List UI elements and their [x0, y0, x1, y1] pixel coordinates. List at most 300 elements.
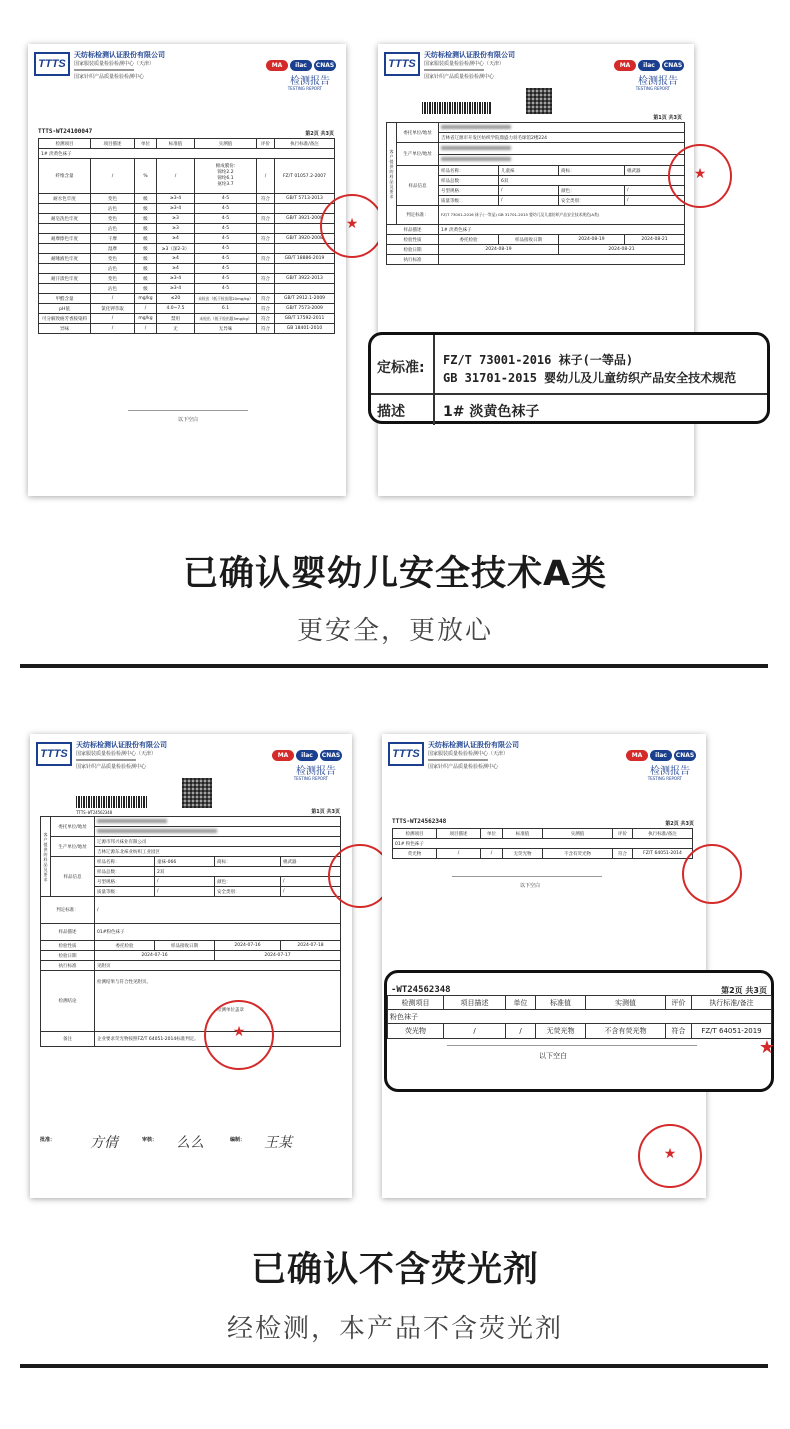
sample-row: [393, 839, 693, 849]
cell: GB/T 5713-2013: [275, 194, 335, 204]
zoom-desc-label: 描述: [377, 404, 405, 420]
table-body: [39, 194, 335, 334]
desc-label: 样品描述: [41, 924, 95, 941]
report-title: 检测报告: [650, 766, 690, 777]
compile-label: 编制：: [230, 1137, 246, 1143]
cell: 禁用: [157, 314, 195, 324]
cell: 级: [135, 204, 157, 214]
cell: 级: [135, 214, 157, 224]
review-label: 审核：: [142, 1137, 158, 1143]
cell: 4-5: [195, 254, 257, 264]
org-sub-line: [74, 69, 134, 71]
header-cell: 评价: [257, 139, 275, 149]
cell: 不含有荧光物: [586, 1024, 666, 1039]
zoom-line2: GB 31701-2015 婴幼儿及儿童纺织产品安全技术规范: [443, 371, 737, 385]
cell: ≥4: [157, 264, 195, 274]
zoom-report-id: -WT24562348: [391, 985, 451, 995]
sample-info-row: [41, 857, 341, 867]
field-label: 质量等级：: [95, 887, 155, 897]
stamp-star: ★: [693, 166, 707, 182]
cell: 4-5: [195, 224, 257, 234]
zoom-callout: [384, 970, 774, 1092]
table-row: [39, 284, 335, 294]
table-row: [39, 224, 335, 234]
cell: GB/T 3921-2008: [275, 214, 335, 224]
report-header: [388, 740, 700, 784]
ilac-mark: ilac: [290, 60, 312, 71]
table-row: [39, 214, 335, 224]
ma-mark: MA: [272, 750, 294, 761]
report-title: 检测报告: [290, 76, 330, 87]
cell: 荧光物: [393, 849, 437, 859]
cert-marks: [264, 52, 336, 71]
info-table: [40, 816, 341, 1047]
zoom-desc-value: 1# 淡黄色袜子: [443, 404, 540, 420]
report-subtitle: TESTING REPORT: [287, 86, 322, 91]
exec-value: 见附页: [95, 961, 341, 971]
official-stamp: [668, 144, 732, 208]
section1-rule: [20, 664, 768, 668]
ttts-logo: TTTS: [384, 52, 420, 76]
cell: 4-5: [195, 214, 257, 224]
std-value: FZ/T 73001-2016 袜子(一等品) GB 31701-2015 婴幼儿及儿童纺织产品安全技术规范(A类): [439, 206, 685, 225]
sample-row: [388, 1010, 772, 1024]
conclusion-text: 检测结果与符合性见附页。: [97, 980, 151, 985]
cell: 耐摩擦色牢度: [39, 234, 91, 244]
cell: 4-5: [195, 204, 257, 214]
cell: /: [91, 159, 135, 194]
cell: GB/T 3920-2008: [275, 234, 335, 244]
field-value: 6双: [499, 176, 685, 186]
org-sub1: 国家服装质量检验检测中心（天津）: [76, 751, 157, 757]
cell: /: [157, 159, 195, 194]
sample-info-row: [387, 166, 685, 176]
cell: pH值: [39, 304, 91, 314]
test-table: [392, 828, 693, 859]
zoom-hline: [371, 393, 767, 395]
cell: %: [135, 159, 157, 194]
cell: 甲醛含量: [39, 294, 91, 304]
cell: [39, 224, 91, 234]
cell: 级: [135, 224, 157, 234]
section2-heading: 已确认不含荧光剂: [250, 1250, 539, 1290]
check-value: 委托检验: [95, 941, 155, 951]
cell: [257, 204, 275, 214]
qr-code: [182, 778, 212, 808]
org-sub2: 国家针织产品质量检验检测中心: [428, 764, 499, 770]
table-row: [39, 234, 335, 244]
cell: 无荧光物: [503, 849, 543, 859]
desc-value: 1# 淡黄色袜子: [439, 225, 685, 235]
cell: 4-5: [195, 234, 257, 244]
cell: 4.0~7.5: [157, 304, 195, 314]
cell: 变色: [91, 214, 135, 224]
client-label: 委托单位/地址: [397, 123, 439, 143]
header-cell: 项目描述: [91, 139, 135, 149]
info-table: [386, 122, 685, 265]
field-value: /: [155, 877, 215, 887]
zoom-table: [387, 995, 772, 1039]
cell: /: [444, 1024, 506, 1039]
ttts-logo: TTTS: [36, 742, 72, 766]
org-sub1: 国家服装质量检验检测中心（天津）: [74, 61, 155, 67]
field-value: /: [281, 877, 341, 887]
cell: 沾色: [91, 264, 135, 274]
exec-value: [439, 255, 685, 265]
std-row: [387, 206, 685, 225]
org-sub-line: [428, 759, 488, 761]
page-number: 第1页 共3页: [653, 115, 682, 121]
cell: [39, 244, 91, 254]
desc-row: [41, 924, 341, 941]
producer-name: [439, 143, 685, 155]
header-cell: 执行标准/备注: [633, 829, 693, 839]
desc-label: 样品描述: [387, 225, 439, 235]
cell: ≥3: [157, 224, 195, 234]
cell: ≥4: [157, 254, 195, 264]
cnas-mark: CNAS: [663, 62, 683, 69]
table-row: [39, 274, 335, 284]
cell: 4-5: [195, 244, 257, 254]
stamp-note: 检测单位盖章: [217, 1008, 244, 1013]
check-row: [387, 235, 685, 245]
field-label: 样品名称：: [95, 857, 155, 867]
cell: [257, 244, 275, 254]
page-number: 第1页 共3页: [311, 809, 340, 815]
date-from: 2024-07-16: [95, 951, 215, 961]
org-sub1: 国家服装质量检验检测中心（天津）: [428, 751, 509, 757]
cell: 符合: [257, 194, 275, 204]
report-title: 检测报告: [296, 766, 336, 777]
cert-marks: [624, 742, 696, 761]
cell: FZ/T 64051-2014: [633, 849, 693, 859]
page-number: 第2页 共3页: [665, 821, 694, 827]
org-sub2: 国家针织产品质量检验检测中心: [76, 764, 147, 770]
client-address: 吉林省辽源市开发区纺织学院鼎盛力羽毛球馆2楼224: [439, 133, 685, 143]
field-label: 样品总数：: [439, 176, 499, 186]
client-row: [387, 123, 685, 133]
field-label: 样品总数：: [95, 867, 155, 877]
table-row: [39, 254, 335, 264]
conclusion-label: 检测结论: [41, 971, 95, 1032]
field-value: /: [155, 887, 215, 897]
cell: 6.1: [195, 304, 257, 314]
cell: GB/T 3922-2013: [275, 274, 335, 284]
header-cell: 评价: [666, 996, 692, 1010]
cell: mg/kg: [135, 294, 157, 304]
sample-cell: 1# 淡黄色袜子: [39, 149, 335, 159]
field-label: 号型规格：: [439, 186, 499, 196]
producer-row: [387, 143, 685, 155]
cell: mg/kg: [135, 314, 157, 324]
field-label: 质量等级：: [439, 196, 499, 206]
page-number: 第2页 共3页: [305, 131, 334, 137]
signature-review: 么么: [176, 1135, 204, 1151]
org-name: 天纺标检测认证股份有限公司: [74, 51, 165, 59]
field-value: /: [625, 196, 685, 206]
org-name: 天纺标检测认证股份有限公司: [76, 741, 167, 749]
cell: 未检出（低于检出限5mg/kg）: [195, 314, 257, 324]
header-cell: 评价: [613, 829, 633, 839]
report-page-1: [378, 44, 707, 496]
cell: 符合: [257, 274, 275, 284]
table-row: [39, 264, 335, 274]
zoom-end-line: [447, 1045, 697, 1046]
report-page-2: [382, 734, 706, 1198]
report-header: [34, 50, 340, 94]
official-stamp: [638, 1124, 702, 1188]
org-sub-line: [76, 759, 136, 761]
table-row: [388, 1024, 772, 1039]
ma-mark: MA: [626, 750, 648, 761]
cell: /: [91, 314, 135, 324]
field-label: 安全类别：: [559, 196, 625, 206]
report-subtitle: TESTING REPORT: [635, 86, 670, 91]
cell: 无荧光物: [536, 1024, 586, 1039]
cell: ≥3-4: [157, 194, 195, 204]
exec-row: [387, 255, 685, 265]
field-label: 颜色：: [215, 877, 281, 887]
cell: [275, 284, 335, 294]
blank-below: 以下空白: [520, 883, 541, 889]
field-value: /: [281, 887, 341, 897]
cell: [257, 224, 275, 234]
date-to: 2024-07-17: [215, 951, 341, 961]
sample-cell: 01# 粉色袜子: [393, 839, 693, 849]
cell: /: [437, 849, 481, 859]
barcode: [422, 102, 492, 114]
cnas-mark: CNAS: [321, 752, 341, 759]
header-cell: 单位: [506, 996, 536, 1010]
producer-label: 生产单位/地址: [397, 143, 439, 166]
zoom-divider: [433, 335, 435, 425]
cnas-mark: CNAS: [315, 62, 335, 69]
sample-info-label: 样品信息: [397, 166, 439, 206]
check-label: 检验性质: [41, 941, 95, 951]
cell: 沾色: [91, 224, 135, 234]
cell: 级: [135, 234, 157, 244]
cell: /: [506, 1024, 536, 1039]
approve-label: 批准：: [40, 1137, 56, 1143]
cell: 变色: [91, 194, 135, 204]
ilac-mark: ilac: [638, 60, 660, 71]
cell: 干摩: [91, 234, 135, 244]
field-label: 颜色：: [559, 186, 625, 196]
section2-rule: [20, 1364, 768, 1368]
cell: 4-5: [195, 284, 257, 294]
recv-date: 2024-08-19: [559, 235, 625, 245]
cell: [257, 284, 275, 294]
producer-name: 辽源市邦兴袜业有限公司: [95, 837, 341, 847]
cell: [39, 284, 91, 294]
table-header-row: [388, 996, 772, 1010]
sample-row: [39, 149, 335, 159]
ma-mark: MA: [266, 60, 288, 71]
end-line: [452, 876, 602, 877]
edge-stamp: [682, 844, 742, 904]
cell: 4-5: [195, 194, 257, 204]
stamp-star: ★: [663, 1146, 677, 1162]
cell: GB/T 18886-2019: [275, 254, 335, 264]
section-safety: [0, 0, 790, 690]
cert-marks: [270, 742, 342, 761]
client-label: 委托单位/地址: [51, 817, 95, 837]
report-page-1: [30, 734, 352, 1198]
date-label: 检验日期: [41, 951, 95, 961]
cell: 符合: [257, 324, 275, 334]
field-value: 儿童袜: [499, 166, 559, 176]
ilac-mark: ilac: [650, 750, 672, 761]
table-row: [39, 244, 335, 254]
ilac-mark: ilac: [296, 750, 318, 761]
section2-subheading: 经检测，本产品不含荧光剂: [226, 1314, 563, 1344]
cell: 耐水色牢度: [39, 194, 91, 204]
cell: 级: [135, 284, 157, 294]
cell: FZ/T 64051-2019: [692, 1024, 772, 1039]
cell: ≥3-4: [157, 274, 195, 284]
cell: GB/T 17592-2011: [275, 314, 335, 324]
producer-address: 吉林辽源东北袜业纺织工业园区: [95, 847, 341, 857]
std-row: [41, 897, 341, 924]
cert-marks: [612, 52, 684, 71]
cell: 符合: [257, 234, 275, 244]
barcode: [76, 796, 148, 808]
cell: /: [481, 849, 503, 859]
header-cell: 执行标准/备注: [275, 139, 335, 149]
client-name: [95, 817, 341, 827]
table-row: [39, 324, 335, 334]
date-from: 2024-08-19: [439, 245, 559, 255]
cell: 沾色: [91, 284, 135, 294]
header-cell: 项目描述: [444, 996, 506, 1010]
org-sub-line: [424, 69, 484, 71]
cell: 符合: [257, 294, 275, 304]
client-address: [95, 827, 341, 837]
sample-info-label: 样品信息: [51, 857, 95, 897]
cell: /: [257, 159, 275, 194]
header-cell: 检测项目: [388, 996, 444, 1010]
cell: [257, 264, 275, 274]
cell: ≥3-4: [157, 284, 195, 294]
check-row: [41, 941, 341, 951]
cell: 可分解致癌芳香胺染料: [39, 314, 91, 324]
date-row: [387, 245, 685, 255]
field-label: 样品名称：: [439, 166, 499, 176]
signature-compile: 王某: [264, 1135, 292, 1151]
cell: 符合: [613, 849, 633, 859]
end-line: [128, 410, 248, 411]
report-subtitle: TESTING REPORT: [293, 776, 328, 781]
report-id: TTTS-WT24562348: [392, 818, 447, 825]
exec-label: 执行标准: [41, 961, 95, 971]
producer-label: 生产单位/地址: [51, 837, 95, 857]
cell: 变色: [91, 274, 135, 284]
cell: 氯化钾萃取: [91, 304, 135, 314]
org-sub2: 国家针织产品质量检验检测中心: [424, 74, 495, 80]
section1-heading: 已确认婴幼儿安全技术A类: [182, 554, 608, 594]
desc-row: [387, 225, 685, 235]
field-value: /: [499, 196, 559, 206]
header-cell: 标准值: [536, 996, 586, 1010]
field-value: 棉武器: [281, 857, 341, 867]
cell: 级: [135, 274, 157, 284]
cell: 级: [135, 194, 157, 204]
cell: GB/T 2912.1-2009: [275, 294, 335, 304]
ttts-logo: TTTS: [34, 52, 70, 76]
cnas-mark: CNAS: [675, 752, 695, 759]
table-row: [39, 314, 335, 324]
zoom-blank-below: 以下空白: [539, 1052, 567, 1060]
table-row: [39, 304, 335, 314]
field-value: /: [499, 186, 559, 196]
recv-label: 样品接收日期: [499, 235, 559, 245]
field-value: 棉武器: [625, 166, 685, 176]
header-cell: 检测项目: [393, 829, 437, 839]
producer-address: [439, 154, 685, 166]
ma-mark: MA: [614, 60, 636, 71]
cell: 级: [135, 244, 157, 254]
table-row: [39, 159, 335, 194]
zoom-line1: FZ/T 73001-2016 袜子(一等品): [443, 353, 634, 367]
recv-date: 2024-07-16: [215, 941, 281, 951]
org-sub1: 国家服装质量检验检测中心（天津）: [424, 61, 505, 67]
table-header-row: [393, 829, 693, 839]
table-row: [393, 849, 693, 859]
std-value: /: [95, 897, 341, 924]
cell: 耐皂洗色牢度: [39, 214, 91, 224]
org-name: 天纺标检测认证股份有限公司: [424, 51, 515, 59]
cell: 符合: [257, 304, 275, 314]
header-cell: 实测值: [195, 139, 257, 149]
cell: 符合: [666, 1024, 692, 1039]
client-row: [41, 817, 341, 827]
cell: 4-5: [195, 264, 257, 274]
stamp-star: ★: [232, 1024, 246, 1040]
cell: [275, 264, 335, 274]
date-to: 2024-08-21: [559, 245, 685, 255]
cell: 符合: [257, 254, 275, 264]
zoom-callout: [368, 332, 770, 424]
std-label: 判定标准：: [397, 206, 439, 225]
cell: /: [135, 304, 157, 314]
field-label: 号型规格：: [95, 877, 155, 887]
table-row: [39, 294, 335, 304]
cell: /: [91, 294, 135, 304]
cell: GB/T 7573-2009: [275, 304, 335, 314]
cell: 无异味: [195, 324, 257, 334]
cell: ≥3-4: [157, 204, 195, 214]
header-cell: 执行标准/备注: [692, 996, 772, 1010]
signature-approve: 方倩: [90, 1135, 118, 1151]
report-id: TTTS-WT24562348: [76, 810, 113, 815]
cell: ≥3（深2-3）: [157, 244, 195, 254]
field-label: 安全类别：: [215, 887, 281, 897]
cell: [39, 204, 91, 214]
header-cell: 实测值: [586, 996, 666, 1010]
field-value: 2双: [155, 867, 341, 877]
side-label-cell: 客户提供的样品及要求: [41, 817, 51, 897]
remark-label: 备注: [41, 1032, 95, 1047]
cell: 4-5: [195, 274, 257, 284]
cell: 湿摩: [91, 244, 135, 254]
section1-subheading: 更安全，更放心: [296, 616, 493, 646]
cell: ≤20: [157, 294, 195, 304]
header-cell: 单位: [135, 139, 157, 149]
header-cell: 项目描述: [437, 829, 481, 839]
report-subtitle: TESTING REPORT: [647, 776, 682, 781]
table-row: [39, 194, 335, 204]
std-label: 判定标准：: [41, 897, 95, 924]
